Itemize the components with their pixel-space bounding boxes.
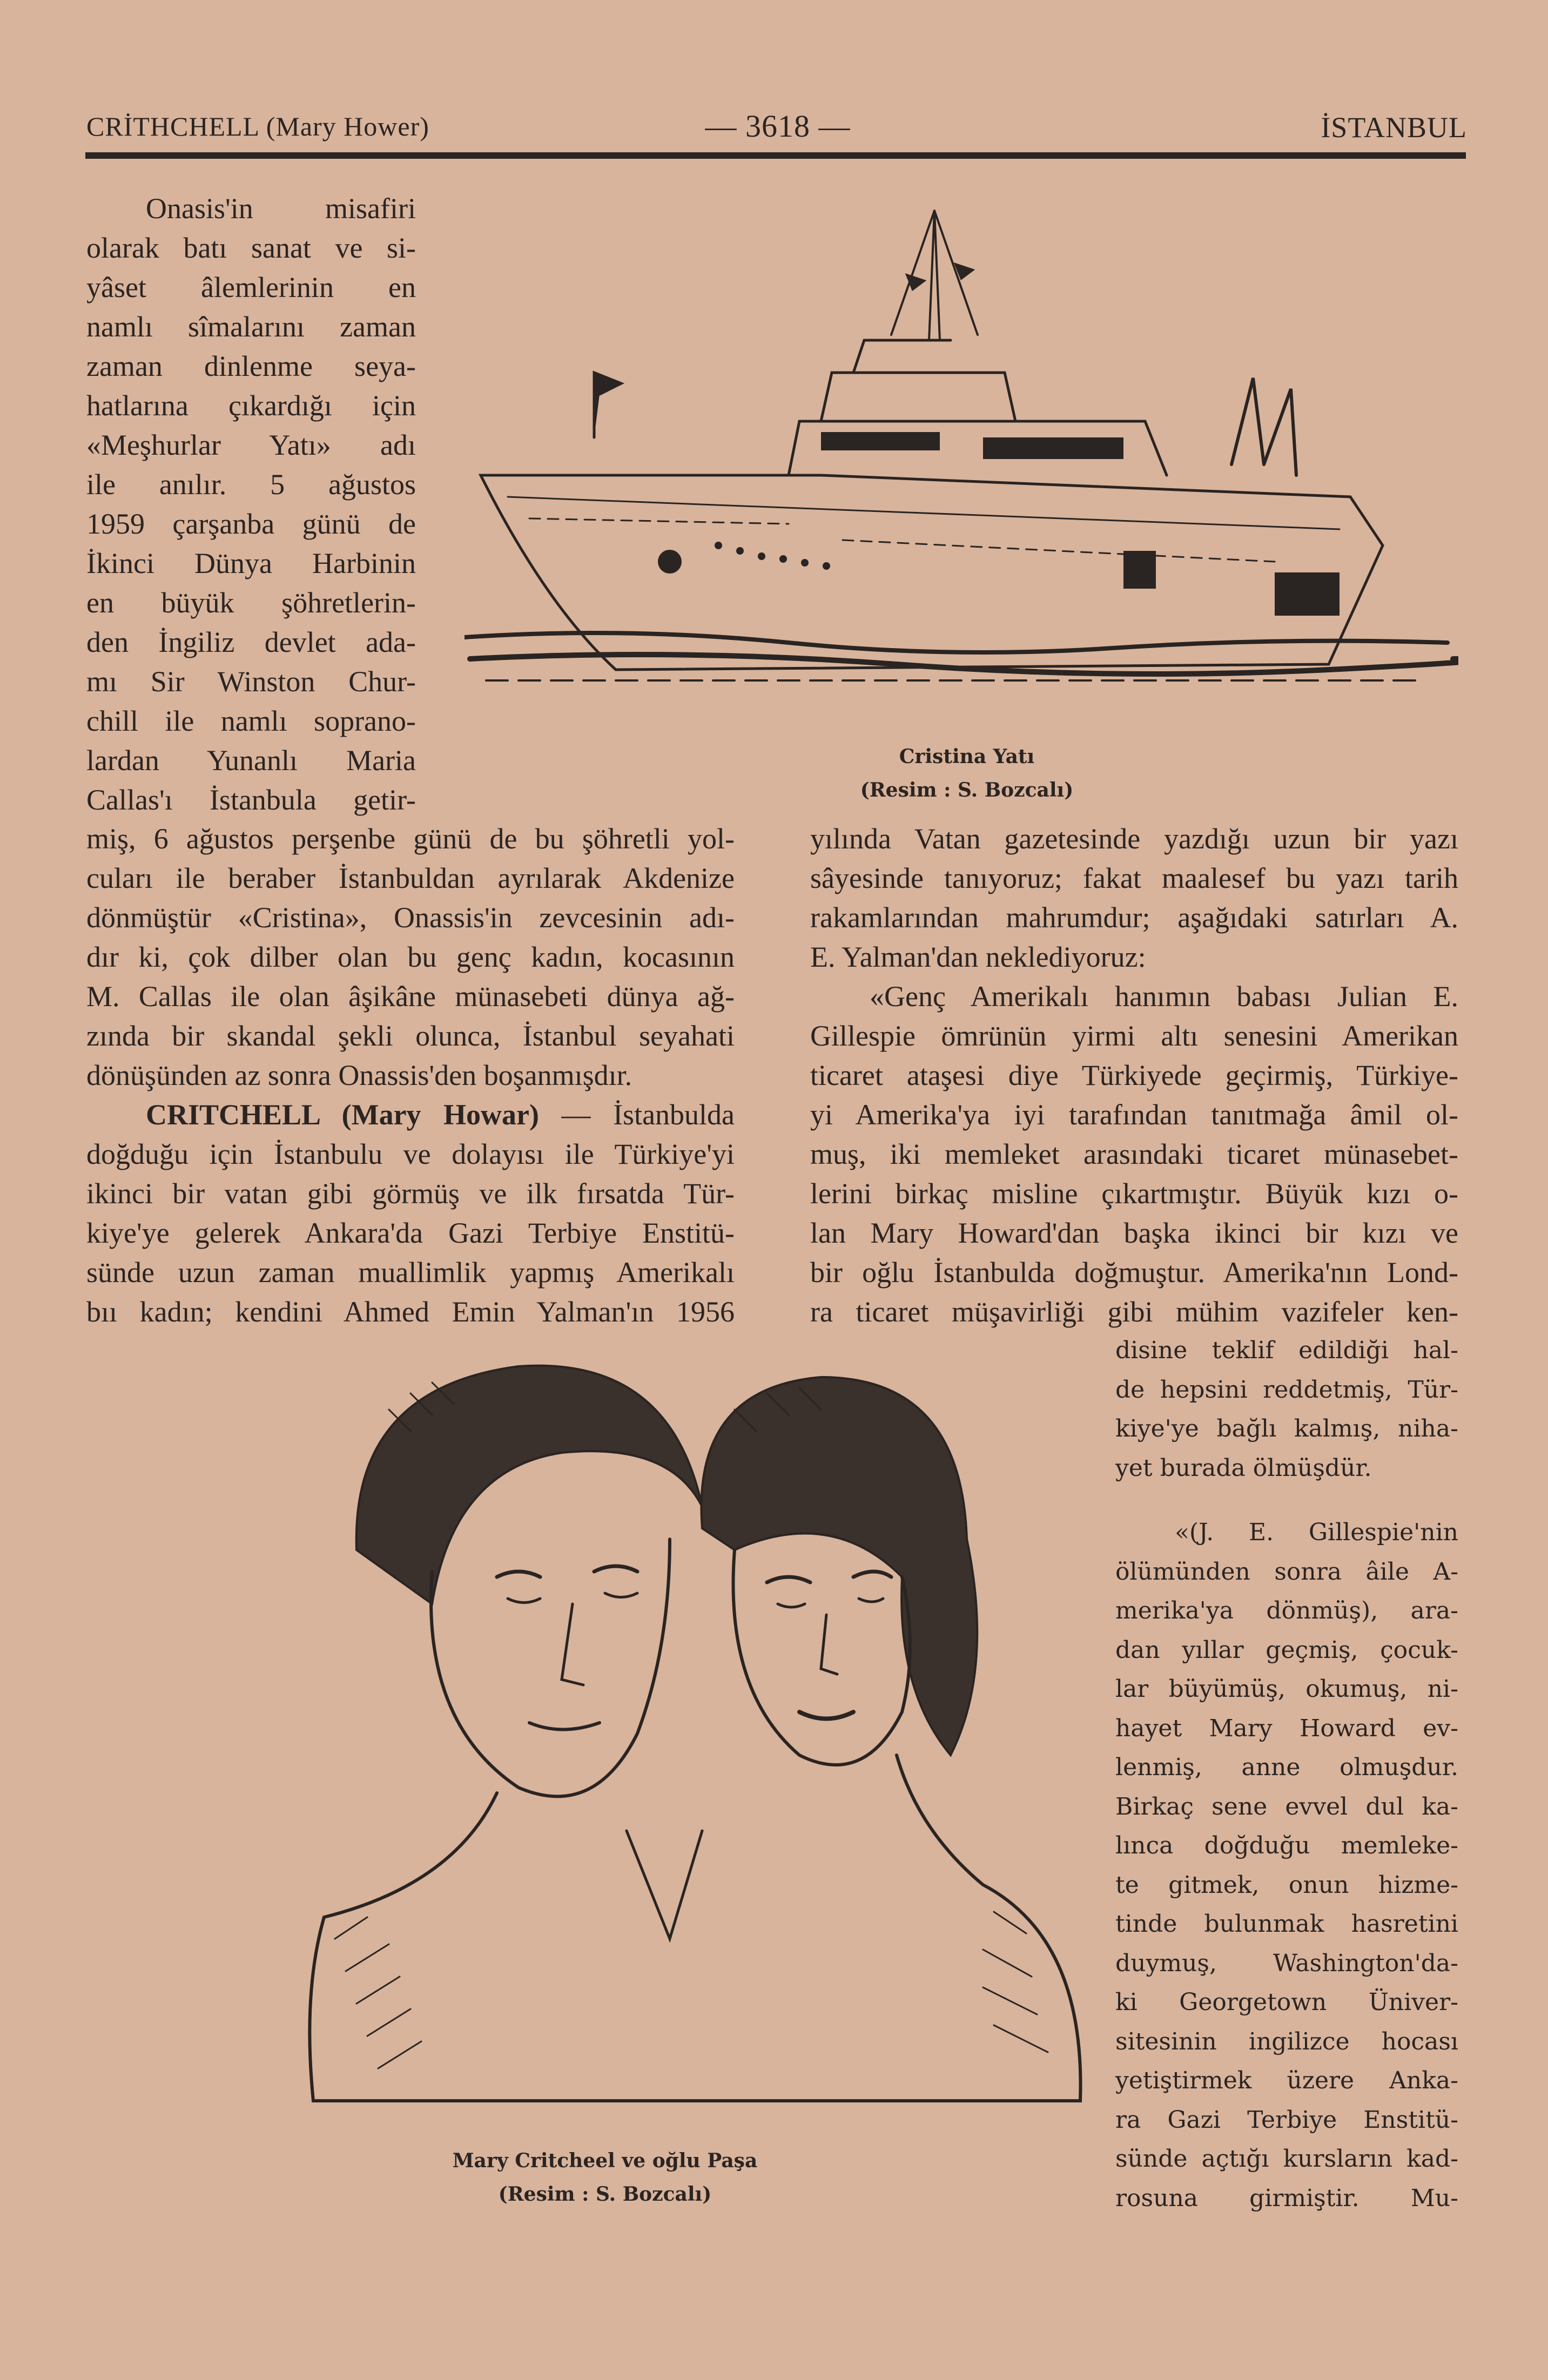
text-line: «Meşhurlar Yatı» adı bbox=[86, 429, 416, 461]
entry-headline-rest: — İstanbulda bbox=[561, 1098, 735, 1131]
text-line: olarak batı sanat ve si- bbox=[86, 232, 416, 264]
text-line: namlı sîmalarını zaman bbox=[86, 311, 416, 343]
text-line: duymuş, Washington'da- bbox=[1115, 1949, 1458, 1977]
text-line: Birkaç sene evvel dul ka- bbox=[1115, 1792, 1458, 1821]
text-line: lınca doğduğu memleke- bbox=[1115, 1832, 1458, 1859]
text-line: ki Georgetown Üniver- bbox=[1115, 1988, 1458, 2016]
left-column-part-b bbox=[86, 1135, 735, 1332]
text-line: yi Amerika'ya iyi tarafından tanıtmağa âmil ol- bbox=[810, 1098, 1458, 1131]
portrait-caption bbox=[410, 2144, 799, 2211]
running-head-left: CRİTHCHELL (Mary Hower) bbox=[86, 111, 429, 141]
text-line: dönüşünden az sonra Onassis'den boşanmışdır. bbox=[86, 1059, 632, 1091]
text-line: mı Sir Winston Chur- bbox=[86, 665, 416, 698]
text-line: miş, 6 ağustos perşenbe günü de bu şöhretli yol- bbox=[86, 822, 735, 855]
narrow-column-a bbox=[1115, 1331, 1458, 1488]
text-line: disine teklif edildiği hal- bbox=[1115, 1337, 1458, 1364]
text-line: ile anılır. 5 ağustos bbox=[86, 468, 416, 501]
son-hair bbox=[356, 1366, 702, 1604]
text-line: cuları ile beraber İstanbuldan ayrılarak Akdenize bbox=[86, 862, 735, 894]
text-line: bir oğlu İstanbulda doğmuştur. Amerika'nın Lond- bbox=[810, 1256, 1458, 1289]
text-line: zaman dinlenme seya- bbox=[86, 350, 416, 382]
text-line: tinde bulunmak hasretini bbox=[1115, 1910, 1458, 1938]
text-line: en büyük şöhretlerin- bbox=[86, 586, 416, 619]
text-line: Gillespie ömrünün yirmi altı senesini Amerikan bbox=[810, 1020, 1458, 1052]
text-line: lardan Yunanlı Maria bbox=[86, 744, 416, 777]
text-line: zında bir skandal şekli olunca, İstanbul seyahati bbox=[86, 1020, 735, 1052]
narrow-column-b bbox=[1115, 1513, 1458, 2218]
text-line: dan yıllar geçmiş, çocuk- bbox=[1115, 1636, 1458, 1664]
text-line: Onasis'in misafiri bbox=[146, 192, 416, 225]
ship-caption bbox=[783, 740, 1150, 807]
text-line: te gitmek, onun hizme- bbox=[1115, 1871, 1458, 1899]
text-line: merika'ya dönmüş), ara- bbox=[1115, 1597, 1458, 1624]
text-line: muş, iki memleket arasındaki ticaret münasebet- bbox=[810, 1138, 1458, 1170]
text-line: yılında Vatan gazetesinde yazdığı uzun bir yazı bbox=[810, 822, 1458, 855]
text-line: sitesinin ingilizce hocası bbox=[1115, 2027, 1458, 2055]
text-line: sâyesinde tanıyoruz; fakat maalesef bu yazı tarih bbox=[810, 862, 1458, 894]
text-line: de hepsini reddetmiş, Tür- bbox=[1115, 1376, 1458, 1404]
mother-hair bbox=[701, 1377, 977, 1755]
left-column-part-a bbox=[86, 819, 735, 1095]
portrait-caption-title: Mary Critcheel ve oğlu Paşa bbox=[452, 2149, 758, 2172]
text-line: rosuna girmiştir. Mu- bbox=[1115, 2184, 1458, 2212]
text-line: lan Mary Howard'dan başka ikinci bir kızı ve bbox=[810, 1217, 1458, 1249]
portrait-illustration bbox=[292, 1345, 1091, 2139]
text-line: M. Callas ile olan âşikâne münasebeti dünya ağ- bbox=[86, 980, 735, 1013]
text-line: ikinci bir vatan gibi görmüş ve ilk fırsatda Tür- bbox=[86, 1177, 735, 1210]
left-column bbox=[86, 819, 735, 1332]
ship-illustration bbox=[465, 194, 1458, 713]
right-column bbox=[810, 819, 1458, 1332]
running-head-right: İSTANBUL bbox=[1321, 111, 1467, 144]
text-line: lerini birkaç misline çıkartmıştır. Büyük kızı o- bbox=[810, 1177, 1458, 1210]
text-line: kiye'ye gelerek Ankara'da Gazi Terbiye Enstitü- bbox=[86, 1217, 735, 1249]
text-line: den İngiliz devlet ada- bbox=[86, 626, 416, 658]
portrait-caption-credit: (Resim : S. Bozcalı) bbox=[498, 2183, 712, 2206]
text-line: sünde açtığı kursların kad- bbox=[1115, 2145, 1458, 2173]
page-number: — 3618 — bbox=[705, 109, 851, 144]
text-line: sünde uzun zaman muallimlik yapmış Amerikalı bbox=[86, 1256, 735, 1289]
entry-headword: CRITCHELL (Mary Howar) bbox=[146, 1098, 540, 1131]
text-line: chill ile namlı soprano- bbox=[86, 705, 416, 737]
text-line: hatlarına çıkardığı için bbox=[86, 389, 416, 422]
text-line: ölümünden sonra âile A- bbox=[1115, 1558, 1458, 1586]
ship-caption-credit: (Resim : S. Bozcalı) bbox=[860, 779, 1074, 801]
text-line: lenmiş, anne olmuşdur. bbox=[1115, 1754, 1458, 1781]
text-line: ticaret ataşesi diye Türkiyede geçirmiş, Türkiye- bbox=[810, 1059, 1458, 1091]
text-line: «(J. E. Gillespie'nin bbox=[1175, 1519, 1458, 1546]
text-line: E. Yalman'dan neklediyoruz: bbox=[810, 941, 1146, 973]
text-line: dönmüştür «Cristina», Onassis'in zevcesinin adı- bbox=[86, 901, 735, 934]
text-line: dır ki, çok dilber olan bu genç kadın, kocasının bbox=[86, 941, 735, 973]
text-line: yetiştirmek üzere Anka- bbox=[1115, 2067, 1458, 2094]
son-face bbox=[431, 1539, 670, 1796]
text-line: rakamlarından mahrumdur; aşağıdaki satırları A. bbox=[810, 901, 1458, 934]
shoulders bbox=[309, 1755, 1080, 2101]
text-line: 1959 çarşanba günü de bbox=[86, 508, 416, 540]
text-line: ra Gazi Terbiye Enstitü- bbox=[1115, 2106, 1458, 2134]
text-line: ra ticaret müşavirliği gibi mühim vazifeler ken- bbox=[810, 1296, 1458, 1328]
text-line: hayet Mary Howard ev- bbox=[1115, 1714, 1458, 1742]
text-line: yâset âlemlerinin en bbox=[86, 271, 416, 304]
text-line: yet burada ölmüşdür. bbox=[1115, 1454, 1372, 1482]
text-line: İkinci Dünya Harbinin bbox=[86, 547, 416, 579]
header-rule bbox=[85, 152, 1466, 159]
text-line: «Genç Amerikalı hanımın babası Julian E. bbox=[870, 980, 1458, 1013]
text-line: lar büyümüş, okumuş, ni- bbox=[1115, 1675, 1458, 1703]
intro-column bbox=[86, 189, 416, 820]
text-line: kiye'ye bağlı kalmış, niha- bbox=[1115, 1415, 1458, 1442]
text-line: bıı kadın; kendini Ahmed Emin Yalman'ın 1956 bbox=[86, 1296, 735, 1328]
ship-caption-title: Cristina Yatı bbox=[899, 745, 1035, 768]
entry-headline-line bbox=[86, 1095, 735, 1135]
text-line: doğduğu için İstanbulu ve dolayısı ile Türkiye'yi bbox=[86, 1138, 735, 1170]
text-line: Callas'ı İstanbula getir- bbox=[86, 784, 416, 816]
